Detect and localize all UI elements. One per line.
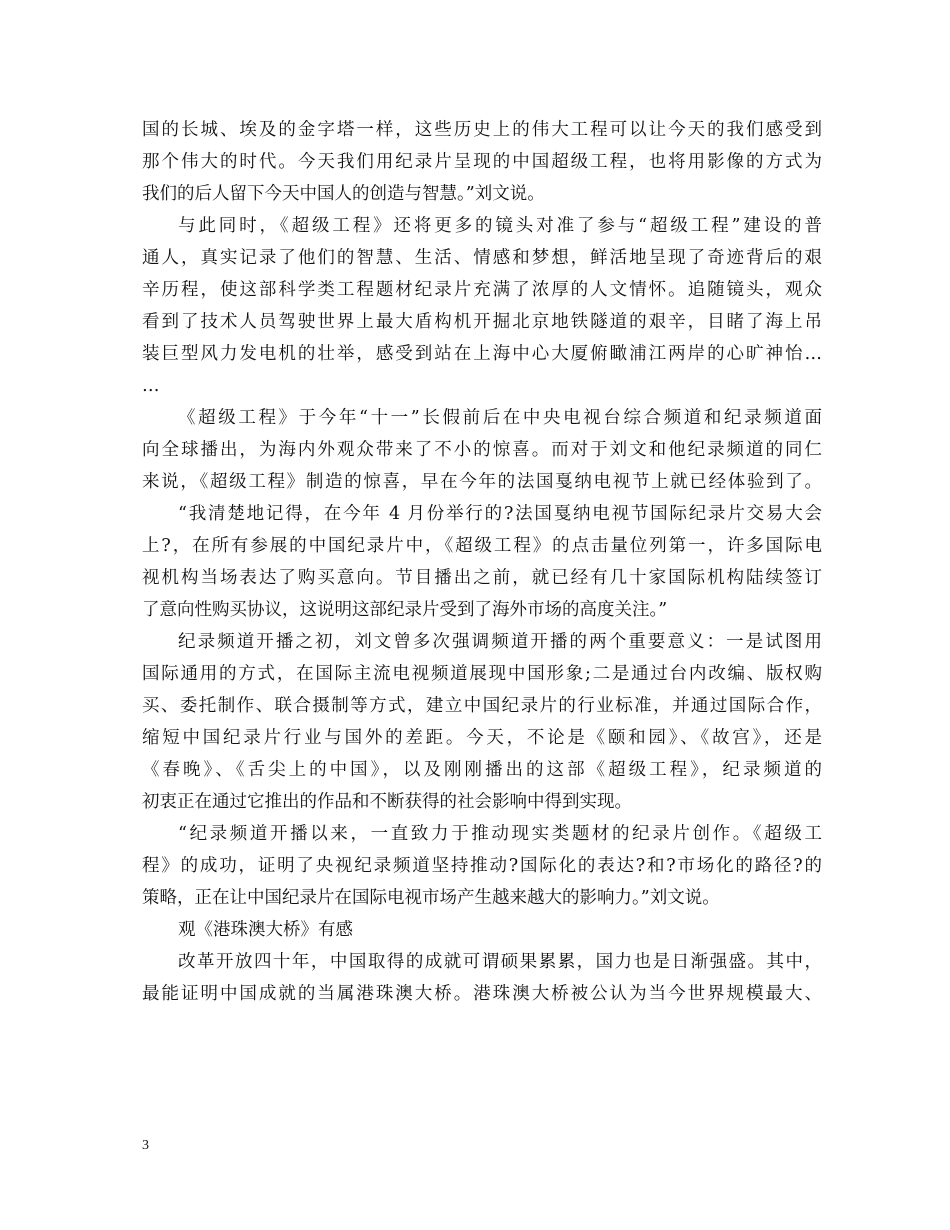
text-line-21: 《春晚》、《舌尖上的中国》，以及刚刚播出的这部《超级工程》，纪录频道的 xyxy=(142,760,822,780)
text-line-23: “纪录频道开播以来，一直致力于推动现实类题材的纪录片创作。《超级工 xyxy=(178,824,822,844)
text-line-28: 最能证明中国成就的当属港珠澳大桥。港珠澳大桥被公认为当今世界规模最大、 xyxy=(142,984,822,1004)
section-heading: 观《港珠澳大桥》有感 xyxy=(178,920,353,940)
text-line-16: 了意向性购买协议，这说明这部纪录片受到了海外市场的高度关注。” xyxy=(142,600,668,620)
text-line-12: 来说，《超级工程》制造的惊喜，早在今年的法国戛纳电视节上就已经体验到了。 xyxy=(142,472,822,492)
text-line-11: 向全球播出，为海内外观众带来了不小的惊喜。而对于刘文和他纪录频道的同仁 xyxy=(142,440,822,460)
text-line-25: 策略，正在让中国纪录片在国际电视市场产生越来越大的影响力。”刘文说。 xyxy=(142,888,720,908)
text-line-8: 装巨型风力发电机的壮举，感受到站在上海中心大厦俯瞰浦江两岸的心旷神怡… xyxy=(142,344,822,364)
text-line-17: 纪录频道开播之初，刘文曾多次强调频道开播的两个重要意义：一是试图用 xyxy=(178,632,822,652)
text-line-10: 《超级工程》于今年“十一”长假前后在中央电视台综合频道和纪录频道面 xyxy=(178,408,822,428)
text-line-24: 程》的成功，证明了央视纪录频道坚持推动?国际化的表达?和?市场化的路径?的 xyxy=(142,856,822,876)
text-line-15: 视机构当场表达了购买意向。节目播出之前，就已经有几十家国际机构陆续签订 xyxy=(142,568,822,588)
text-line-6: 辛历程，使这部科学类工程题材纪录片充满了浓厚的人文情怀。追随镜头，观众 xyxy=(142,280,822,300)
text-line-4: 与此同时，《超级工程》还将更多的镜头对准了参与“超级工程”建设的普 xyxy=(178,216,822,236)
text-line-5: 通人，真实记录了他们的智慧、生活、情感和梦想，鲜活地呈现了奇迹背后的艰 xyxy=(142,248,822,268)
text-line-20: 缩短中国纪录片行业与国外的差距。今天，不论是《颐和园》、《故宫》，还是 xyxy=(142,728,822,748)
text-line-3: 我们的后人留下今天中国人的创造与智慧。”刘文说。 xyxy=(142,184,545,204)
text-line-13: “我清楚地记得，在今年 4 月份举行的?法国戛纳电视节国际纪录片交易大会 xyxy=(178,504,822,524)
text-line-18: 国际通用的方式，在国际主流电视频道展现中国形象;二是通过台内改编、版权购 xyxy=(142,664,822,684)
text-line-27: 改革开放四十年，中国取得的成就可谓硕果累累，国力也是日渐强盛。其中， xyxy=(178,952,822,972)
document-body xyxy=(142,114,822,1010)
text-line-1: 国的长城、埃及的金字塔一样，这些历史上的伟大工程可以让今天的我们感受到 xyxy=(142,120,822,140)
text-line-19: 买、委托制作、联合摄制等方式，建立中国纪录片的行业标准，并通过国际合作， xyxy=(142,696,822,716)
text-line-7: 看到了技术人员驾驶世界上最大盾构机开掘北京地铁隧道的艰辛，目睹了海上吊 xyxy=(142,312,822,332)
text-line-14: 上?，在所有参展的中国纪录片中，《超级工程》的点击量位列第一，许多国际电 xyxy=(142,536,822,556)
page-number: 3 xyxy=(142,1138,149,1153)
text-line-9: … xyxy=(142,376,160,396)
text-line-22: 初衷正在通过它推出的作品和不断获得的社会影响中得到实现。 xyxy=(142,792,632,812)
text-line-2: 那个伟大的时代。今天我们用纪录片呈现的中国超级工程，也将用影像的方式为 xyxy=(142,152,822,172)
